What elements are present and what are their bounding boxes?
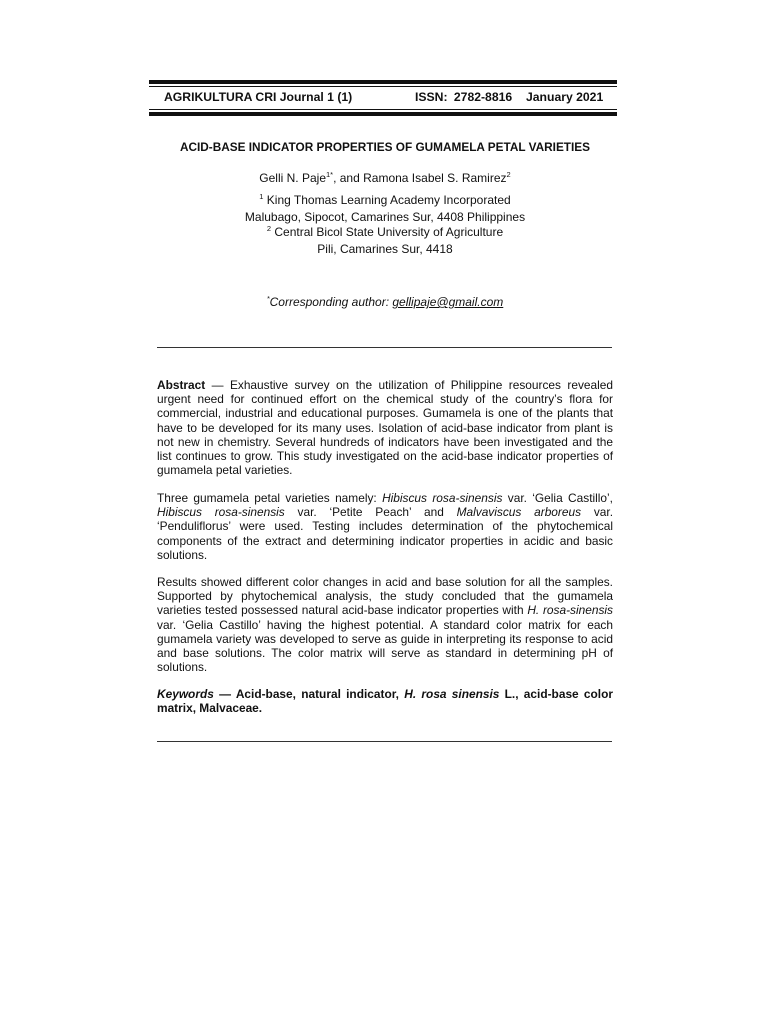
species-name-2: Hibiscus rosa-sinensis	[157, 505, 285, 520]
abstract-text-3b: var. ‘Gelia Castillo’ having the highest potential. A standard color matrix for each gumamela variety was developed to serve as guide in interpreting its response to acid and base solutions. The color matrix will serve as standard in determining pH of solutions.	[157, 617, 613, 675]
abstract-text-2c: var. ‘Petite Peach’ and	[284, 505, 457, 520]
header-rule-bottom-thin	[149, 109, 617, 110]
paper-title: ACID-BASE INDICATOR PROPERTIES OF GUMAMELA PETAL VARIETIES	[179, 140, 591, 154]
header-rule-top-thin	[149, 86, 617, 87]
abstract-text-2a: Three gumamela petal varieties namely:	[157, 491, 383, 505]
issn: ISSN: 2782-8816	[415, 90, 513, 104]
corresponding-marker: *	[266, 294, 270, 303]
author-joiner: , and Ramona Isabel S. Ramirez	[333, 171, 507, 185]
email-link[interactable]: gellipaje@gmail.com	[392, 295, 504, 309]
abstract-text-2b: var. ‘Gelia Castillo’,	[502, 491, 613, 505]
affiliation-2-marker: 2	[266, 224, 272, 233]
journal-name: AGRIKULTURA CRI Journal 1 (1)	[164, 90, 353, 104]
author-1: Gelli N. Paje	[259, 171, 326, 185]
species-name-3: Malvaviscus arboreus	[456, 505, 582, 520]
keywords-species: H. rosa sinensis	[404, 687, 500, 701]
divider-bottom	[157, 741, 612, 742]
species-name-4: H. rosa-sinensis	[527, 603, 613, 618]
author-2-marker: 2	[506, 170, 511, 179]
keywords-text-a: — Acid-base, natural indicator,	[213, 687, 405, 701]
issue-date: January 2021	[526, 90, 604, 104]
abstract-paragraph-3	[157, 575, 613, 674]
abstract-paragraph-1	[157, 378, 613, 477]
affiliation-1-marker: 1	[259, 192, 264, 201]
affiliation-1-line-2: Malubago, Sipocot, Camarines Sur, 4408 Philippines	[244, 210, 526, 224]
abstract-paragraph-2	[157, 491, 613, 562]
author-line	[0, 171, 770, 185]
header-rule-bottom	[149, 112, 617, 116]
keywords-text-b: L., acid-base color matrix, Malvaceae.	[157, 687, 614, 716]
divider-top	[157, 347, 612, 348]
affiliation-1-line-1	[0, 193, 770, 207]
header-rule-top	[149, 80, 617, 84]
corresponding-author	[0, 295, 770, 309]
species-name-1: Hibiscus rosa-sinensis	[382, 491, 503, 505]
keywords	[157, 687, 613, 715]
affiliation-2-line-2: Pili, Camarines Sur, 4418	[317, 242, 453, 256]
keywords-label: Keywords	[157, 687, 214, 701]
corresponding-label: Corresponding author:	[269, 295, 393, 309]
affiliation-2-name: Central Bicol State University of Agriculture	[274, 225, 504, 239]
affiliation-2-line-1	[0, 225, 770, 239]
abstract-label: Abstract	[157, 378, 206, 392]
author-1-marker: 1*	[326, 170, 334, 179]
abstract-text-2d: var. ‘Penduliflorus’ were used. Testing includes determination of the phytochemical components of the extract and determining indicator properties in acidic and basic solutions.	[157, 505, 613, 562]
affiliation-1-name: King Thomas Learning Academy Incorporated	[266, 193, 511, 207]
abstract-text-3a: Results showed different color changes in acid and base solution for all the samples. Supported by phytochemical analysis, the study concluded that the gumamela varieties tested possessed natural acid-base indicator properties with	[157, 575, 613, 618]
abstract-text-1: — Exhaustive survey on the utilization of Philippine resources revealed urgent need for continued effort on the chemical study of the country’s flora for commercial, industrial and educational purposes. Gumamela is one of the plants that have to be developed for its many uses. Isolation of acid-base indicator from plant is not new in chemistry. Several hundreds of indicators have been investigated and the list continues to grow. This study investigated on the acid-base indicator properties of gumamela petal varieties.	[157, 378, 613, 478]
